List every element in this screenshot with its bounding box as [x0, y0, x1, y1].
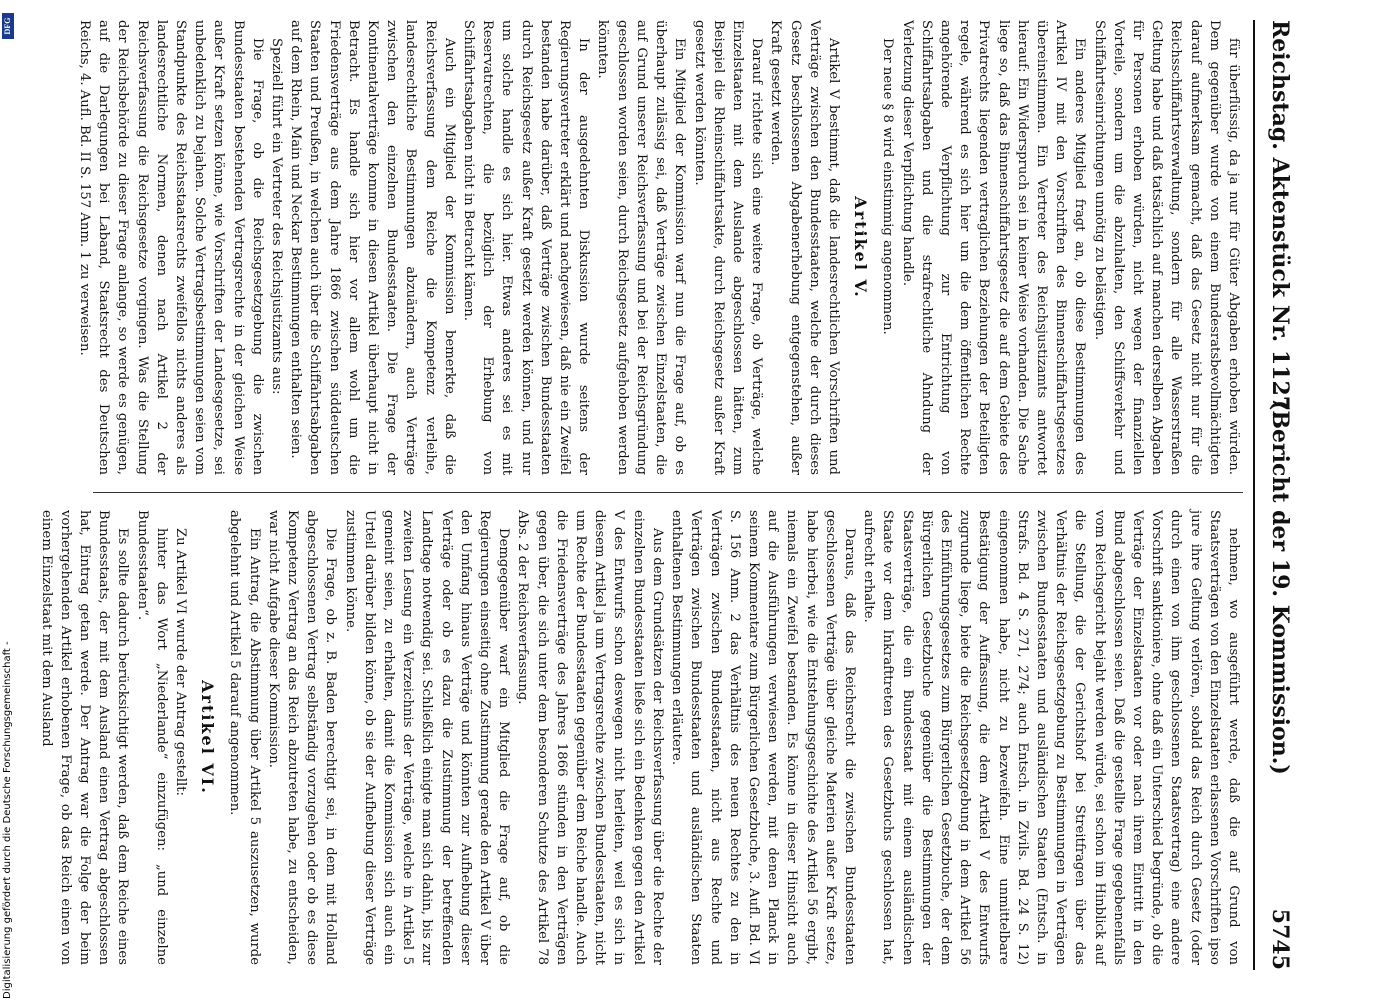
- paragraph: Es sollte dadurch berücksichtigt werden, daß dem Reiche eines Bundesstaats, der mit dem Ausland einen Vertrag abgeschlossen hat, Eintrag getan werde. Der Antrag war die Folge der beim vorhergehenden Artikel erhobenen Frage, ob das Reich einen von einem Einzelstaat mit dem Ausland: [38, 510, 131, 965]
- left-column: [77, 20, 1243, 475]
- footer-text: Digitalisierung gefördert durch die Deutsche Forschungsgemeinschaft -: [2, 641, 13, 999]
- paragraph: hinter das Wort „Niederlande“ einzufügen: „und einzelne Bundesstaaten“.: [134, 510, 169, 965]
- right-column: [38, 510, 1243, 965]
- paragraph: Speziell führt ein Vertreter des Reichsjustizamts aus:: [269, 38, 285, 395]
- dfg-logo: DFG: [2, 13, 14, 39]
- paragraph: Die Frage, ob z. B. Baden berechtigt sei, in dem mit Holland abgeschlossenen Vertrag selbständig vorzugehen oder ob es diese Kompetenz Vertrag an das Reich abzutreten habe, zu entscheiden, war nicht Aufgabe dieser Kommission.: [265, 510, 339, 965]
- paragraph: Auch ein Mitglied der Kommission bemerkte, daß die Reichsverfassung dem Reiche die Kompetenz verleihe, landesrechtliche Bestimmungen abzuändern, auch Verträge zwischen den einzelnen Bundesstaaten. Die Frage der Kontinentalverträge komme in diesen Artikel überhaupt nicht in Betracht. Es handle sich hier vor allem wohl um die Friedensverträge aus dem Jahre 1866 zwischen süddeutschen Staaten und Preußen, in welchen auch über die Schiffahrtsabgaben auf dem Rhein, Main und Neckar Bestimmungen enthalten seien.: [288, 20, 457, 475]
- paragraph: Die Frage, ob die Reichsgesetzgebung die zwischen Bundesstaaten bestehenden Vertragsrechte in der gleichen Weise außer Kraft setzen könne, wie Vorschriften der Landesgesetze, sei unbedenklich zu bejahen. Solche Vertragsbestimmungen seien vom Standpunkte des Reichsstaatsrechts zweifellos nichts anderes als landesrechtliche Normen, denen nach Artikel 2 der Reichsverfassung die Reichsgesetze vorgingen. Was die Stellung der Reichsbehörde zu dieser Frage anlange, so werde es genügen, auf die Darlegungen bei Laband, Staatsrecht des Deutschen Reichs, 4. Aufl. Bd. II S. 157 Anm. 1 zu verweisen.: [77, 20, 265, 475]
- paragraph: Zu Artikel VI wurde der Antrag gestellt:: [173, 528, 189, 796]
- paragraph: Ein Antrag, die Abstimmung über Artikel 5 auszusetzen, wurde abgelehnt und Artikel 5 darauf angenommen.: [227, 510, 262, 965]
- paragraph: Daraus, daß das Reichsrecht die zwischen Bundesstaaten geschlossenen Verträge über gleiche Materien außer Kraft setze, habe hierbei, wie die Entstehungsgeschichte des Artikel 56 ergibt, niemals ein Zweifel bestanden. Es könne in dieser Hinsicht auch auf die Ausführungen verwiesen werden, mit denen Planck in seinem Kommentare zum Bürgerlichen Gesetzbuche, 3. Aufl. Bd. VI S. 156 Anm. 2 das Verhältnis des neuen Rechtes zu den in Verträgen zwischen Bundesstaaten, nicht aus Rechte und Verträgen zwischen Bundesstaaten und ausländischen Staaten enthaltenen Bestimmungen erläutere.: [669, 510, 857, 965]
- paragraph: Darauf richtete sich eine weitere Frage, ob Verträge, welche Einzelstaaten mit dem Auslande abgeschlossen hätten, zum Beispiel die Rheinschiffahrtsakte, durch Reichsgesetz außer Kraft gesetzt werden könnten.: [691, 20, 765, 475]
- page-number: 5745: [1267, 908, 1293, 970]
- page-header: [1259, 20, 1299, 970]
- paragraph: In der ausgedehnten Diskussion wurde seitens der Regierungsvertreter erklärt und nachgewiesen, daß nie ein Zweifel bestanden habe darüber, daß Verträge zwischen Bundesstaaten durch Reichsgesetz außer Kraft gesetzt werden können, und nur um solche handle es sich hier. Etwas anderes sei es mit Reservatrechten, die bezüglich der Erhebung von Schiffahrtsabgaben nicht in Betracht kämen.: [461, 20, 592, 475]
- paragraph: nehmen, wo ausgeführt werde, daß die auf Grund von Staatsverträgen von den Einzelstaaten erlassenen Vorschriften ipso jure ihre Geltung verlören, sobald das Reich durch Gesetz (oder durch einen von ihm geschlossenen Staatsvertrag) eine andere Vorschrift sanktioniere, ohne daß ein Unterschied begründe, ob die Verträge der Einzelstaaten vor oder nach ihrem Eintritt in den Bund abgeschlossen seien. Daß die gestellte Frage gegebenenfalls vom Reichsgericht bejaht werden würde, sei schon im Hinblick auf die Stellung, die der Gerichtshof bei Streitfragen über das Verhältnis der Reichsgesetzgebung zu Bestimmungen in Verträgen zwischen Bundesstaaten und ausländischen Staaten (Entsch. in Strafs. Bd. 4 S. 271, 274; auch Entsch. in Zivils. Bd. 24 S. 12) eingenommen habe, nicht zu bezweifeln. Eine unmittelbare Bestätigung der Auffassung, die dem Artikel V des Entwurfs zugrunde liege, biete die Reichsgesetzgebung in dem Artikel 56 des Einführungsgesetzes zum Bürgerlichen Gesetzbuche, der dem Bürgerlichen Gesetzbuche gegenüber die Bestimmungen der Staatsverträge, die ein Bundesstaat mit einem ausländischen Staate vor dem Inkrafttreten des Gesetzbuchs geschlossen hat, aufrecht erhalte.: [861, 510, 1241, 965]
- paragraph: Artikel V bestimmt, daß die landesrechtlichen Vorschriften und Verträge zwischen den Bundesstaaten, welche der durch dieses Gesetz beschlossenen Abgabenerhebung entgegenstehen, außer Kraft gesetzt werden.: [768, 20, 841, 475]
- paragraph: für überflüssig, da ja nur für Güter Abgaben erhoben würden. Dem gegenüber wurde von einem Bundesratsbevollmächtigten darauf aufmerksam gemacht, daß das Gesetz nicht nur für die Reichsschiffahrtsverwaltung, sondern für alle Wasserstraßen Geltung habe und daß tatsächlich auf manchen derselben Abgaben für Personen erhoben würden, nicht wegen der finanziellen Vorteile, sondern um die abzuhalten, den Schiffsverkehr und Schiffahrtseinrichtungen unnötig zu belästigen.: [1091, 20, 1241, 475]
- section-heading: Artikel V.: [851, 196, 871, 299]
- header-subtitle: (Bericht der 19. Kommission.): [1267, 400, 1293, 775]
- paragraph: Ein anderes Mitglied fragt an, ob diese Bestimmungen des Artikel IV mit den Vorschriften des Binnenschiffahrtsgesetzes übereinstimmen. Ein Vertreter des Reichsjustizamts antwortet hierauf: Ein Widerspruch sei in keiner Weise vorhanden. Die Sache liege so, daß das Binnenschiffahrtsgesetz die auf dem Gebiete des Privatrechts liegenden vertraglichen Beziehungen der Beteiligten regele, während es sich hier um die dem öffentlichen Rechte angehörende Verpflichtung zur Entrichtung von Schiffahrtsabgaben und die strafrechtliche Ahndung der Verletzung dieser Verpflichtung handle.: [899, 20, 1088, 475]
- document-page: [38, 0, 1305, 990]
- column-divider: [93, 492, 1243, 493]
- paragraph: Ein Mitglied der Kommission warf nun die Frage auf, ob es überhaupt zulässig sei, daß Verträge zwischen Einzelstaaten, die auf Grund unserer Reichsverfassung und bei der Reichsgründung geschlossen worden seien, durch Reichsgesetz aufgehoben werden könnten.: [595, 20, 688, 475]
- header-title: Reichstag. Aktenstück Nr. 1127.: [1267, 20, 1293, 419]
- footer: [2, 0, 18, 999]
- paragraph: Demgegenüber warf ein Mitglied die Frage auf, ob die Regierungen einseitig ohne Zustimmung gerade den Artikel V über den Umfang hinaus Verträge und könnten zur Aufhebung dieser Verträge oder ob es dazu die Zustimmung der betreffenden Landtage notwendig sei. Schließlich einigte man sich dahin, bis zur zweiten Lesung ein Verzeichnis der Verträge, welche in Artikel 5 gemeint seien, zu erhalten, damit die Kommission sich auch ein Urteil darüber bilden könne, ob sie der Aufhebung dieser Verträge zustimmen könne.: [342, 510, 512, 965]
- header-rule: [1253, 20, 1255, 970]
- paragraph: Der neue § 8 wird einstimmig angenommen.: [880, 38, 896, 335]
- paragraph: Aus dem Grundsätzen der Reichsverfassung über die Rechte der einzelnen Bundesstaaten ließe sich ein Bedenken gegen den Artikel V des Entwurfs schon deswegen nicht herleiten, weil es sich in diesem Artikel ja um Vertragsrechte zwischen Bundesstaaten, nicht um Rechte der Bundesstaaten gegenüber dem Reiche handle. Auch die Friedensverträge des Jahres 1866 stünden in den Verträgen gegen über, die sich unter dem besonderen Schutze des Artikel 78 Abs. 2 der Reichsverfassung.: [515, 510, 665, 965]
- section-heading: Artikel VI.: [198, 680, 218, 795]
